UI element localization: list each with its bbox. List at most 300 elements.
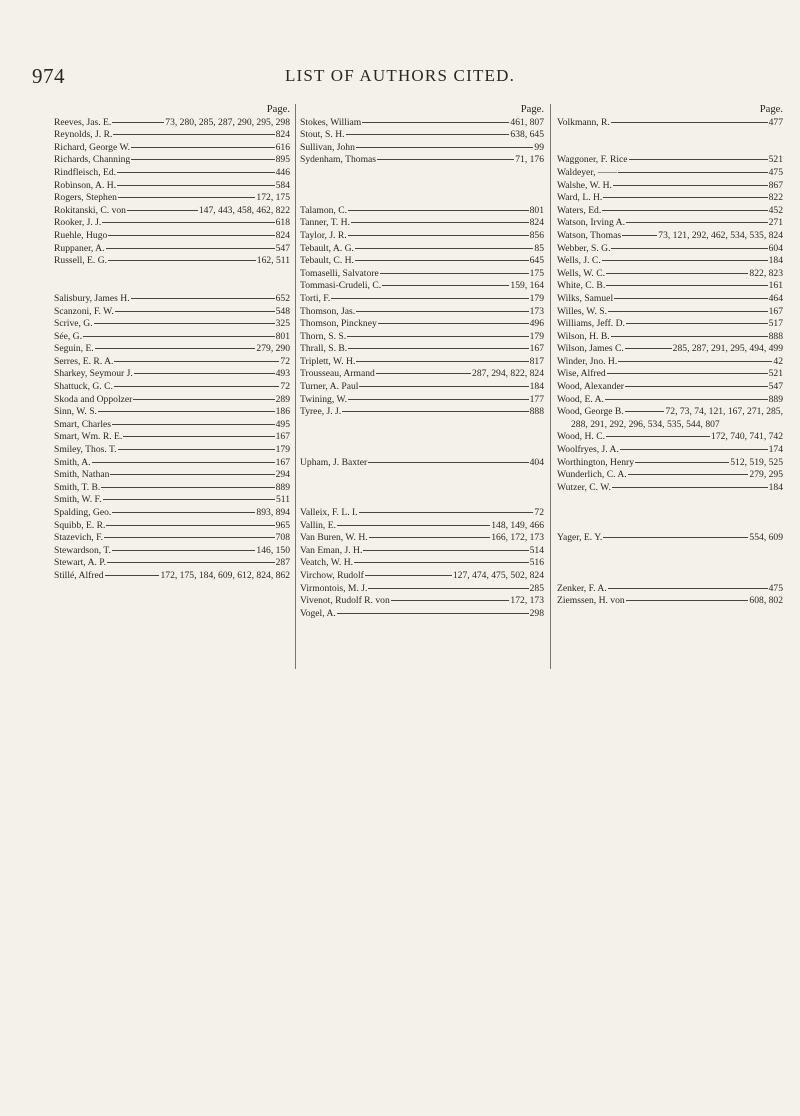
author-name: Tomaselli, Salvatore xyxy=(300,267,379,279)
author-entry xyxy=(557,230,783,243)
dot-leader xyxy=(625,411,665,412)
author-name: Tyree, J. J. xyxy=(300,406,342,418)
dot-leader xyxy=(635,462,729,463)
author-entry xyxy=(557,381,783,394)
author-name: Wunderlich, C. A. xyxy=(557,469,627,481)
author-name: Waters, Ed. xyxy=(557,204,602,216)
letter-group-spacer xyxy=(557,129,783,154)
author-entry xyxy=(54,117,290,130)
author-entry xyxy=(300,230,544,243)
page-references: 461, 807 xyxy=(510,116,544,128)
author-name: Walshe, W. H. xyxy=(557,179,612,191)
author-name: Watson, Irving A. xyxy=(557,217,625,229)
page-references: 616 xyxy=(275,141,290,153)
page-references: 162, 511 xyxy=(256,255,290,267)
author-name: Wilks, Samuel xyxy=(557,292,614,304)
page-references: 889 xyxy=(768,393,783,405)
dot-leader xyxy=(608,588,768,589)
dot-leader xyxy=(603,197,767,198)
page-references: 708 xyxy=(275,532,290,544)
dot-leader xyxy=(378,323,529,324)
page-references: 475 xyxy=(768,166,783,178)
author-entry xyxy=(557,306,783,319)
author-name: Williams, Jeff. D. xyxy=(557,318,625,330)
page-references: 521 xyxy=(768,368,783,380)
author-name: Ward, L. H. xyxy=(557,192,603,204)
dot-leader xyxy=(112,424,275,425)
dot-leader xyxy=(348,235,529,236)
author-name: Tebault, C. H. xyxy=(300,255,354,267)
author-entry xyxy=(54,306,290,319)
author-name: Skoda and Oppolzer xyxy=(54,393,133,405)
letter-group-spacer xyxy=(54,268,290,293)
dot-leader xyxy=(391,600,510,601)
author-name: Wood, Alexander xyxy=(557,381,624,393)
author-name: Vivenot, Rudolf R. von xyxy=(300,595,390,607)
dot-leader xyxy=(98,411,275,412)
author-entry xyxy=(300,306,544,319)
dot-leader xyxy=(606,273,748,274)
author-name: Ziemssen, H. von xyxy=(557,595,625,607)
author-entry xyxy=(557,217,783,230)
dot-leader xyxy=(108,235,274,236)
dot-leader xyxy=(611,122,768,123)
page-column-label: Page. xyxy=(266,104,290,115)
page-references: 99 xyxy=(534,141,544,153)
author-name: Seguin, E. xyxy=(54,343,94,355)
author-entry xyxy=(300,205,544,218)
page-references: 159, 164 xyxy=(510,280,544,292)
page-header xyxy=(0,64,800,88)
author-entry xyxy=(557,356,783,369)
page-references: 285, 287, 291, 295, 494, 499 xyxy=(672,343,783,355)
author-name: Sinn, W. S. xyxy=(54,406,97,418)
dot-leader xyxy=(337,525,490,526)
author-name: Winder, Jno. H. xyxy=(557,355,618,367)
page-references: 271 xyxy=(768,217,783,229)
author-entry xyxy=(300,532,544,545)
dot-leader xyxy=(106,248,275,249)
author-name: Smith, Nathan xyxy=(54,469,110,481)
dot-leader xyxy=(92,462,275,463)
author-entry xyxy=(54,243,290,256)
page-references: 172, 173 xyxy=(510,595,544,607)
author-name: Salisbury, James H. xyxy=(54,292,130,304)
page-references: 867 xyxy=(768,179,783,191)
dot-leader xyxy=(607,373,768,374)
dot-leader xyxy=(620,449,768,450)
column-divider xyxy=(295,104,296,669)
page-references: 464 xyxy=(768,292,783,304)
dot-leader xyxy=(356,147,534,148)
author-entry xyxy=(54,532,290,545)
author-name: Vogel, A. xyxy=(300,607,336,619)
author-entry xyxy=(300,570,544,583)
dot-leader xyxy=(380,273,529,274)
author-name: Worthington, Henry xyxy=(557,456,635,468)
author-entry xyxy=(54,406,290,419)
author-name: Stout, S. H. xyxy=(300,129,345,141)
author-name: Stewart, A. P. xyxy=(54,557,106,569)
page-references: 42 xyxy=(773,355,783,367)
author-entry xyxy=(300,394,544,407)
author-name: Richards, Channing xyxy=(54,154,131,166)
dot-leader xyxy=(112,122,164,123)
page-references: 71, 176 xyxy=(515,154,544,166)
page-number: 974 xyxy=(32,64,65,88)
author-name: Thomson, Pinckney xyxy=(300,318,377,330)
author-entry xyxy=(300,583,544,596)
page-references: 604 xyxy=(768,242,783,254)
author-name: Wood, E. A. xyxy=(557,393,604,405)
page-references: 638, 645 xyxy=(510,129,544,141)
author-name: Stazevich, F. xyxy=(54,532,104,544)
author-entry xyxy=(300,520,544,533)
page-references: 493 xyxy=(275,368,290,380)
author-entry xyxy=(557,117,783,130)
author-entry xyxy=(557,406,783,419)
page-references: 186 xyxy=(275,406,290,418)
dot-leader xyxy=(104,537,275,538)
page-references: 888 xyxy=(529,406,544,418)
author-name: Smart, Wm. R. E. xyxy=(54,431,123,443)
author-entry xyxy=(300,343,544,356)
author-name: Upham, J. Baxter xyxy=(300,456,368,468)
dot-leader xyxy=(365,575,452,576)
author-entry xyxy=(54,557,290,570)
author-name: Woolfryes, J. A. xyxy=(557,444,619,456)
page-references: 517 xyxy=(768,318,783,330)
dot-leader xyxy=(115,311,275,312)
author-entry xyxy=(300,129,544,142)
page-references: 73, 121, 292, 462, 534, 535, 824 xyxy=(658,229,783,241)
dot-leader xyxy=(362,122,509,123)
dot-leader xyxy=(611,248,767,249)
page-references: 175 xyxy=(529,267,544,279)
author-name: Rindfleisch, Ed. xyxy=(54,166,117,178)
dot-leader xyxy=(606,436,710,437)
author-entry xyxy=(54,356,290,369)
page-references: 298 xyxy=(529,607,544,619)
author-entry xyxy=(557,154,783,167)
page-references: 325 xyxy=(275,318,290,330)
author-entry xyxy=(557,444,783,457)
page-references: 85 xyxy=(534,242,544,254)
author-entry xyxy=(54,368,290,381)
page-references: 893, 894 xyxy=(256,507,290,518)
author-entry xyxy=(557,482,783,495)
author-name: Trousseau, Armand xyxy=(300,368,375,380)
author-entry xyxy=(54,469,290,482)
dot-leader xyxy=(606,285,767,286)
author-name: Scanzoni, F. W. xyxy=(54,305,114,317)
page-references: 73, 280, 285, 287, 290, 295, 298 xyxy=(165,116,290,128)
author-name: Robinson, A. H. xyxy=(54,179,117,191)
author-entry xyxy=(54,394,290,407)
page-references: 148, 149, 466 xyxy=(491,519,544,531)
author-entry xyxy=(300,142,544,155)
page-references: 822, 823 xyxy=(749,267,783,279)
dot-leader xyxy=(117,185,275,186)
author-entry xyxy=(54,520,290,533)
dot-leader xyxy=(602,210,767,211)
author-column-3 xyxy=(557,104,783,608)
page-references: 824 xyxy=(275,229,290,241)
page-references: 475 xyxy=(768,582,783,594)
author-entry xyxy=(54,431,290,444)
author-entry xyxy=(54,419,290,432)
page-references: 477 xyxy=(768,116,783,128)
author-entry xyxy=(300,545,544,558)
author-column-2 xyxy=(300,104,544,620)
author-name: Torti, F. xyxy=(300,292,331,304)
page-references: 179 xyxy=(275,444,290,456)
page-references: 167 xyxy=(768,305,783,317)
author-name: Rokitanski, C. von xyxy=(54,204,126,216)
dot-leader xyxy=(377,159,514,160)
author-name: Squibb, E. R. xyxy=(54,519,106,531)
dot-leader xyxy=(382,285,509,286)
author-entry xyxy=(300,117,544,130)
dot-leader xyxy=(605,399,768,400)
dot-leader xyxy=(614,298,768,299)
author-entry xyxy=(300,557,544,570)
dot-leader xyxy=(363,550,528,551)
page-references: 72 xyxy=(534,507,544,519)
page-references: 824 xyxy=(275,129,290,141)
dot-leader xyxy=(114,361,279,362)
page-references: 496 xyxy=(529,318,544,330)
author-name: Talamon, C. xyxy=(300,204,348,216)
dot-leader xyxy=(355,248,533,249)
author-name: Wilson, H. B. xyxy=(557,330,610,342)
author-name: Rooker, J. J. xyxy=(54,217,102,229)
author-name: Thorn, S. S. xyxy=(300,330,347,342)
dot-leader xyxy=(612,487,768,488)
dot-leader xyxy=(613,185,768,186)
author-name: Sharkey, Seymour J. xyxy=(54,368,133,380)
author-name: Veatch, W. H. xyxy=(300,557,354,569)
page-references: 279, 290 xyxy=(256,343,290,355)
page-references: 514 xyxy=(529,544,544,556)
page-references: 184 xyxy=(768,481,783,493)
author-entry xyxy=(54,293,290,306)
dot-leader xyxy=(112,512,255,513)
author-name: Serres, E. R. A. xyxy=(54,355,114,367)
page-references: 184 xyxy=(768,255,783,267)
author-entry xyxy=(557,280,783,293)
author-name: Ruehle, Hugo xyxy=(54,229,108,241)
author-name: Reeves, Jas. E. xyxy=(54,116,112,128)
page-references: 801 xyxy=(529,204,544,216)
author-name: Smith, A. xyxy=(54,456,91,468)
author-entry xyxy=(54,457,290,470)
author-name: Smiley, Thos. T. xyxy=(54,444,117,456)
author-entry xyxy=(300,280,544,293)
author-entry xyxy=(557,255,783,268)
page-references: 294 xyxy=(275,469,290,481)
author-entry xyxy=(54,217,290,230)
dot-leader xyxy=(117,172,275,173)
letter-group-spacer xyxy=(300,167,544,205)
dot-leader xyxy=(351,222,529,223)
page-references: 179 xyxy=(529,330,544,342)
page-references: 172, 175, 184, 609, 612, 824, 862 xyxy=(160,569,290,581)
page-references: 608, 802 xyxy=(749,595,783,607)
author-entry xyxy=(54,205,290,218)
author-name: Virchow, Rudolf xyxy=(300,570,364,582)
author-entry xyxy=(54,318,290,331)
dot-leader xyxy=(628,474,749,475)
author-name: Valleix, F. L. I. xyxy=(300,507,358,519)
author-name: Tanner, T. H. xyxy=(300,217,351,229)
dot-leader xyxy=(331,298,528,299)
author-name: Willes, W. S. xyxy=(557,305,607,317)
author-entry xyxy=(557,457,783,470)
dot-leader xyxy=(346,134,510,135)
author-name: Sydenham, Thomas xyxy=(300,154,377,166)
author-entry xyxy=(300,217,544,230)
dot-leader xyxy=(618,172,767,173)
page-references: 287 xyxy=(275,557,290,569)
running-title: LIST OF AUTHORS CITED. xyxy=(284,66,516,85)
page-references: 618 xyxy=(275,217,290,229)
author-entry xyxy=(557,595,783,608)
author-entry xyxy=(54,494,290,507)
dot-leader xyxy=(94,323,275,324)
page-references: 801 xyxy=(275,330,290,342)
dot-leader xyxy=(105,575,160,576)
page-references: 645 xyxy=(529,255,544,267)
page-references-continued: 288, 291, 292, 296, 534, 535, 544, 807 xyxy=(571,418,720,430)
dot-leader xyxy=(608,311,768,312)
author-name: Wood, George B. xyxy=(557,406,624,418)
author-name: Shattuck, G. C. xyxy=(54,381,113,393)
author-entry xyxy=(54,167,290,180)
page-references: 72 xyxy=(280,355,290,367)
dot-leader xyxy=(359,512,534,513)
author-name: Webber, S. G. xyxy=(557,242,611,254)
author-name: Smith, W. F. xyxy=(54,494,102,506)
dot-leader xyxy=(626,323,768,324)
author-entry xyxy=(300,243,544,256)
author-name: Van Eman, J. H. xyxy=(300,544,363,556)
dot-leader xyxy=(110,474,274,475)
dot-leader xyxy=(337,613,529,614)
dot-leader xyxy=(113,134,274,135)
dot-leader xyxy=(355,260,529,261)
page-references: 547 xyxy=(275,242,290,254)
author-entry xyxy=(54,255,290,268)
author-entry xyxy=(54,570,290,583)
page-references: 289 xyxy=(275,393,290,405)
page-references: 856 xyxy=(529,229,544,241)
dot-leader xyxy=(114,386,280,387)
dot-leader xyxy=(348,399,529,400)
letter-group-spacer xyxy=(300,419,544,457)
page-references: 172, 175 xyxy=(256,192,290,204)
page-references: 184 xyxy=(529,381,544,393)
author-entry xyxy=(557,431,783,444)
dot-leader xyxy=(103,499,275,500)
dot-leader xyxy=(131,298,275,299)
author-name: Wise, Alfred xyxy=(557,368,606,380)
dot-leader xyxy=(133,399,274,400)
dot-leader xyxy=(376,373,471,374)
author-entry xyxy=(300,368,544,381)
page-references: 167 xyxy=(275,431,290,443)
dot-leader xyxy=(602,260,768,261)
author-name: Triplett, W. H. xyxy=(300,355,356,367)
author-entry xyxy=(557,368,783,381)
author-name: Sullivan, John xyxy=(300,141,355,153)
page-references: 511 xyxy=(275,494,290,506)
author-name: Waggoner, F. Rice xyxy=(557,154,628,166)
author-name: Watson, Thomas xyxy=(557,229,622,241)
letter-group-spacer xyxy=(557,494,783,532)
dot-leader xyxy=(107,562,275,563)
author-entry xyxy=(557,180,783,193)
dot-leader xyxy=(368,462,528,463)
author-entry xyxy=(557,583,783,596)
author-entry xyxy=(54,545,290,558)
author-entry xyxy=(54,154,290,167)
author-entry xyxy=(54,482,290,495)
dot-leader xyxy=(131,159,274,160)
author-entry xyxy=(54,129,290,142)
page-references: 554, 609 xyxy=(749,532,783,544)
dot-leader xyxy=(622,235,657,236)
dot-leader xyxy=(134,373,275,374)
author-name: Spalding, Geo. xyxy=(54,507,112,518)
page-references: 652 xyxy=(275,292,290,304)
dot-leader xyxy=(118,197,256,198)
author-name: Thrall, S. B. xyxy=(300,343,348,355)
dot-leader xyxy=(603,537,748,538)
author-name: Tommasi-Crudeli, C. xyxy=(300,280,382,292)
column-divider xyxy=(550,104,551,669)
dot-leader xyxy=(123,436,274,437)
author-name: Turner, A. Paul xyxy=(300,381,359,393)
page-references: 167 xyxy=(529,343,544,355)
page-references: 166, 172, 173 xyxy=(491,532,544,544)
dot-leader xyxy=(359,386,528,387)
author-entry xyxy=(300,268,544,281)
dot-leader xyxy=(348,210,529,211)
page-references: 817 xyxy=(529,355,544,367)
page-references: 161 xyxy=(768,280,783,292)
dot-leader xyxy=(83,336,275,337)
author-entry xyxy=(300,154,544,167)
page-references: 72, 73, 74, 121, 167, 271, 285, xyxy=(665,406,783,418)
page-references: 174 xyxy=(768,444,783,456)
author-entry xyxy=(54,331,290,344)
author-name: Ruppaner, A. xyxy=(54,242,105,254)
dot-leader xyxy=(626,600,749,601)
page-references: 285 xyxy=(529,582,544,594)
page-references: 584 xyxy=(275,179,290,191)
author-entry xyxy=(557,268,783,281)
author-entry xyxy=(300,356,544,369)
author-entry xyxy=(300,406,544,419)
page-references: 965 xyxy=(275,519,290,531)
author-entry xyxy=(557,394,783,407)
page-references: 895 xyxy=(275,154,290,166)
dot-leader xyxy=(626,222,768,223)
page-references: 167 xyxy=(275,456,290,468)
page-column-label: Page. xyxy=(759,104,783,115)
page-references: 173 xyxy=(529,305,544,317)
